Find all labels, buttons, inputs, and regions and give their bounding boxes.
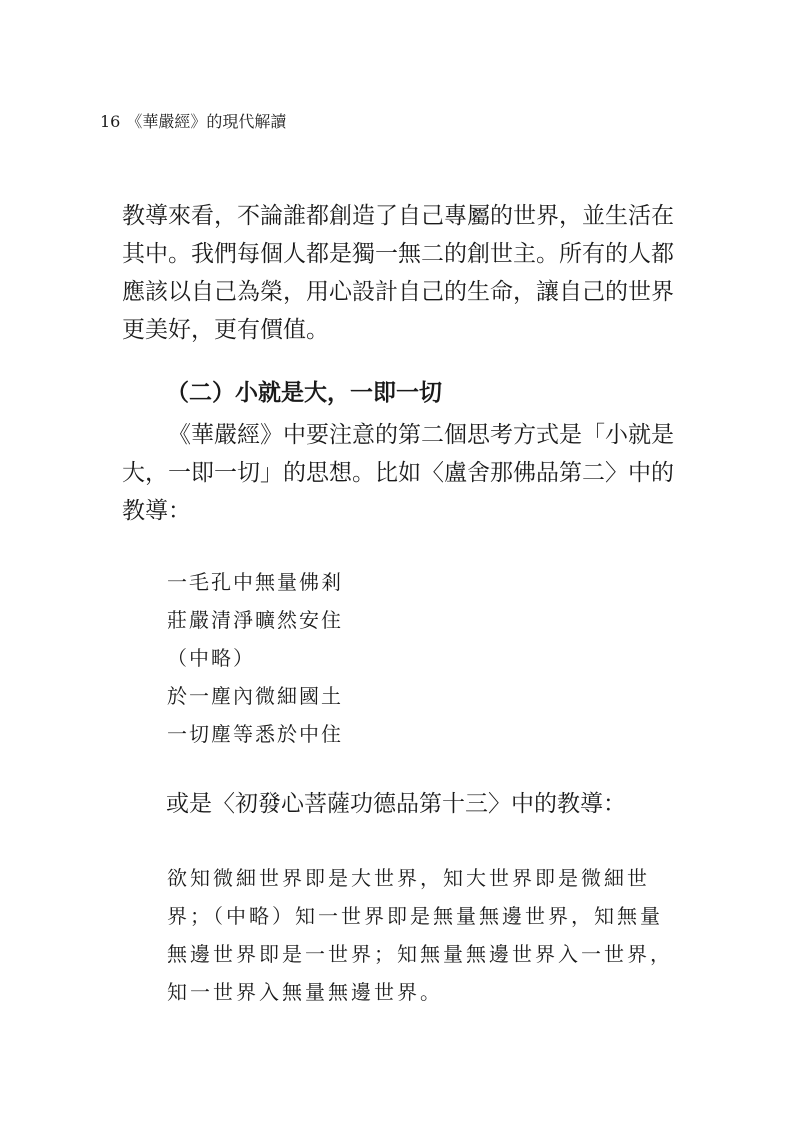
paragraph-creation [122, 197, 688, 349]
verse-line: 莊嚴清淨曠然安住 [167, 608, 343, 632]
verse-line: 一毛孔中無量佛剎 [167, 570, 343, 594]
running-header [100, 112, 286, 132]
scripture-quote-prose [167, 859, 673, 1011]
page-number: 16 [100, 112, 121, 131]
paragraph-line: 應該以自己為榮，用心設計自己的生命，讓自己的世界 [122, 279, 674, 305]
quote-line: 無邊世界即是一世界；知無量無邊世界入一世界， [167, 942, 673, 966]
paragraph-line: 《華嚴經》中要注意的第二個思考方式是「小就是 [168, 422, 674, 448]
paragraph-line: 更美好，更有價值。 [122, 317, 329, 343]
book-title: 《華嚴經》的現代解讀 [126, 112, 287, 131]
scripture-quote-verse [167, 563, 343, 753]
quote-line: 界；（中略）知一世界即是無量無邊世界，知無量 [167, 904, 663, 928]
paragraph-line: 教導來看，不論誰都創造了自己專屬的世界，並生活在 [122, 203, 674, 229]
quote-line: 知一世界入無量無邊世界。 [167, 980, 443, 1004]
paragraph-line: 其中。我們每個人都是獨一無二的創世主。所有的人都 [122, 241, 674, 267]
paragraph-intro-quote: 或是〈初發心菩薩功德品第十三〉中的教導： [166, 791, 626, 817]
paragraph-line: 教導： [122, 498, 191, 524]
quote-line: 欲知微細世界即是大世界，知大世界即是微細世 [167, 866, 650, 890]
paragraph-line: 大，一即一切」的思想。比如〈盧舍那佛品第二〉中的 [122, 460, 674, 486]
verse-line: 一切塵等悉於中住 [167, 722, 343, 746]
paragraph-small-is-large [122, 416, 688, 530]
verse-line: 於一塵內微細國土 [167, 684, 343, 708]
section-heading: （二）小就是大，一即一切 [166, 380, 442, 406]
verse-line: （中略） [167, 646, 255, 670]
